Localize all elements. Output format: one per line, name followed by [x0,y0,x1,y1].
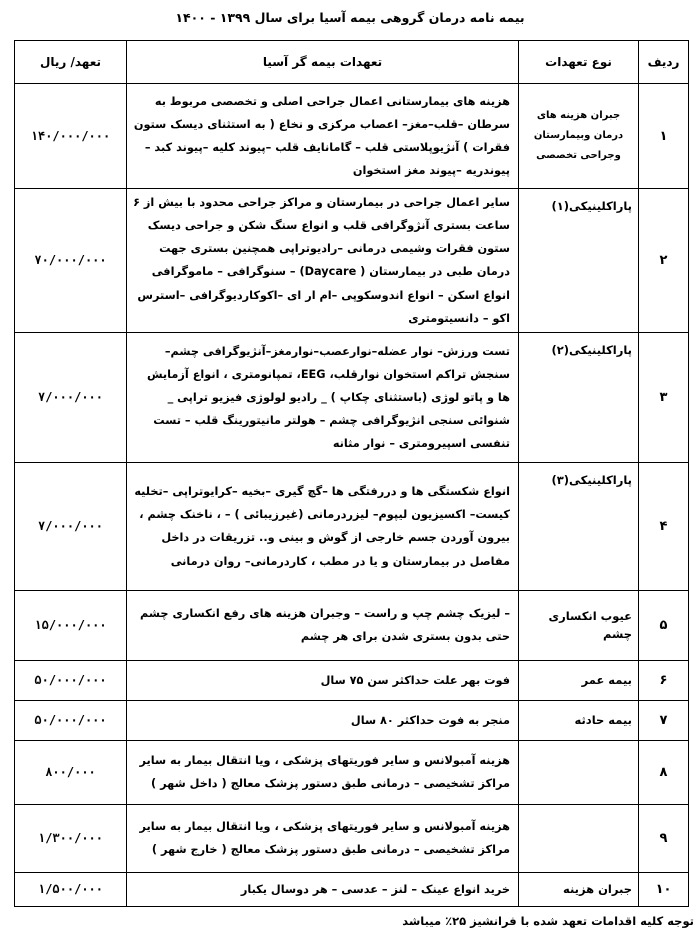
table-row [15,740,689,804]
coverage-amount: ۱۴۰/۰۰۰/۰۰۰ [15,84,127,189]
row-number: ۲ [639,189,689,333]
row-number: ۵ [639,590,689,660]
coverage-description: خرید انواع عینک – لنز – عدسی – هر دوسال یکبار [127,872,519,906]
row-number: ۶ [639,660,689,700]
table-row [15,332,689,462]
coverage-description: هزینه آمبولانس و سایر فوریتهای پزشکی ، ویا انتقال بیمار به سایر مراکز تشخیصی – درمانی طبق دستور پزشک معالج ( داخل شهر ) [127,740,519,804]
header-coverage-type: نوع تعهدات [519,41,639,84]
row-number: ۸ [639,740,689,804]
coverage-description: هزینه آمبولانس و سایر فوریتهای پزشکی ، ویا انتقال بیمار به سایر مراکز تشخیصی – درمانی طبق دستور پزشک معالج ( خارج شهر ) [127,804,519,872]
document-title: بیمه نامه درمان گروهی بیمه آسیا برای سال ۱۳۹۹ - ۱۴۰۰ [175,10,525,25]
coverage-description: – لیزیک چشم چپ و راست – وجبران هزینه های رفع انکساری چشم حتی بدون بستری شدن برای هر چشم [127,590,519,660]
coverage-description: سایر اعمال جراحی در بیمارستان و مراکز جراحی محدود با بیش از ۶ ساعت بستری آنژوگرافی قلب و انواع سنگ شکن و جراحی دیسک ستون فقرات وشیمی درمانی –رادیوتراپی همچنین بستری جهت درمان طبی در بیمارستان ( Daycare) – سنوگرافی – ماموگرافی انواع اسکن – انواع اندوسکوپی –ام ار ای –اکوکاردیوگرافی –استرس اکو – دانسیتومتری [127,189,519,333]
coverage-type: بیمه عمر [519,660,639,700]
table-row [15,700,689,740]
table-row [15,462,689,590]
table-row [15,804,689,872]
coverage-amount: ۱۵/۰۰۰/۰۰۰ [15,590,127,660]
coverage-description: فوت بهر علت حداکثر سن ۷۵ سال [127,660,519,700]
row-number: ۷ [639,700,689,740]
coverage-description: منجر به فوت حداکثر ۸۰ سال [127,700,519,740]
coverage-type: پاراکلینیکی(۲) [519,332,639,462]
coverage-type: بیمه حادثه [519,700,639,740]
coverage-amount: ۷/۰۰۰/۰۰۰ [15,462,127,590]
table-row [15,590,689,660]
header-row-number: ردیف [639,41,689,84]
coverage-type: عیوب انکساری چشم [519,590,639,660]
coverage-description: هزینه های بیمارستانی اعمال جراحی اصلی و تخصصی مربوط به سرطان –قلب–مغز– اعصاب مرکزی و نخاع ( به استثنای دیسک ستون فقرات ) آنژیوپلاستی قلب – گامانایف قلب –پیوند کلیه –پیوند کبد –پیوندریه –پیوند مغز استخوان [127,84,519,189]
coverage-amount: ۷/۰۰۰/۰۰۰ [15,332,127,462]
coverage-type: پاراکلینیکی(۱) [519,189,639,333]
deductible-footnote: توجه کلیه اقدامات تعهد شده با فرانشیز ۲۵٪ میباشد [402,914,694,928]
row-number: ۹ [639,804,689,872]
coverage-description: انواع شکستگی ها و دررفتگی ها –گچ گیری –بخیه –کرایوتراپی –تخلیه کیست– اکسیزیون لیپوم– لیزردرمانی (غیرزیبائی ) – ، ناخنک چشم ، بیرون آوردن جسم خارجی از گوش و بینی و.. تزریقات در داخل مفاصل در بیمارستان و یا در مطب ، کاردرمانی– روان درمانی [127,462,519,590]
row-number: ۳ [639,332,689,462]
table-header-row [15,41,689,84]
coverage-type [519,804,639,872]
coverage-amount: ۸۰۰/۰۰۰ [15,740,127,804]
coverage-description: تست ورزش– نوار عضله–نوارعصب–نوارمغز–آنژیوگرافی چشم–سنجش تراکم استخوان نوارقلب، EEG، تمپانومتری ، انواع آزمایش ها و پاتو لوژی (باستثنای چکاپ ) _ رادیو لولوژی فیزیو تراپی _ شنوائی سنجی انژیوگرافی چشم – هولتر مانیتورینگ قلب – تست تنفسی اسپیرومتری – نوار مثانه [127,332,519,462]
coverage-amount: ۵۰/۰۰۰/۰۰۰ [15,660,127,700]
row-number: ۴ [639,462,689,590]
coverage-type: جبران هزینه [519,872,639,906]
coverage-amount: ۱/۵۰۰/۰۰۰ [15,872,127,906]
coverage-type [519,740,639,804]
row-number: ۱ [639,84,689,189]
table-row [15,84,689,189]
coverage-table [14,40,689,907]
table-row [15,660,689,700]
header-insurer-obligations: تعهدات بیمه گر آسیا [127,41,519,84]
coverage-amount: ۷۰/۰۰۰/۰۰۰ [15,189,127,333]
coverage-amount: ۵۰/۰۰۰/۰۰۰ [15,700,127,740]
coverage-amount: ۱/۳۰۰/۰۰۰ [15,804,127,872]
coverage-type: پاراکلینیکی(۳) [519,462,639,590]
table-row [15,189,689,333]
table-row [15,872,689,906]
row-number: ۱۰ [639,872,689,906]
coverage-type: جبران هزینه های درمان وبیمارستان وجراحی تخصصی [519,84,639,189]
header-amount: تعهد/ ریال [15,41,127,84]
